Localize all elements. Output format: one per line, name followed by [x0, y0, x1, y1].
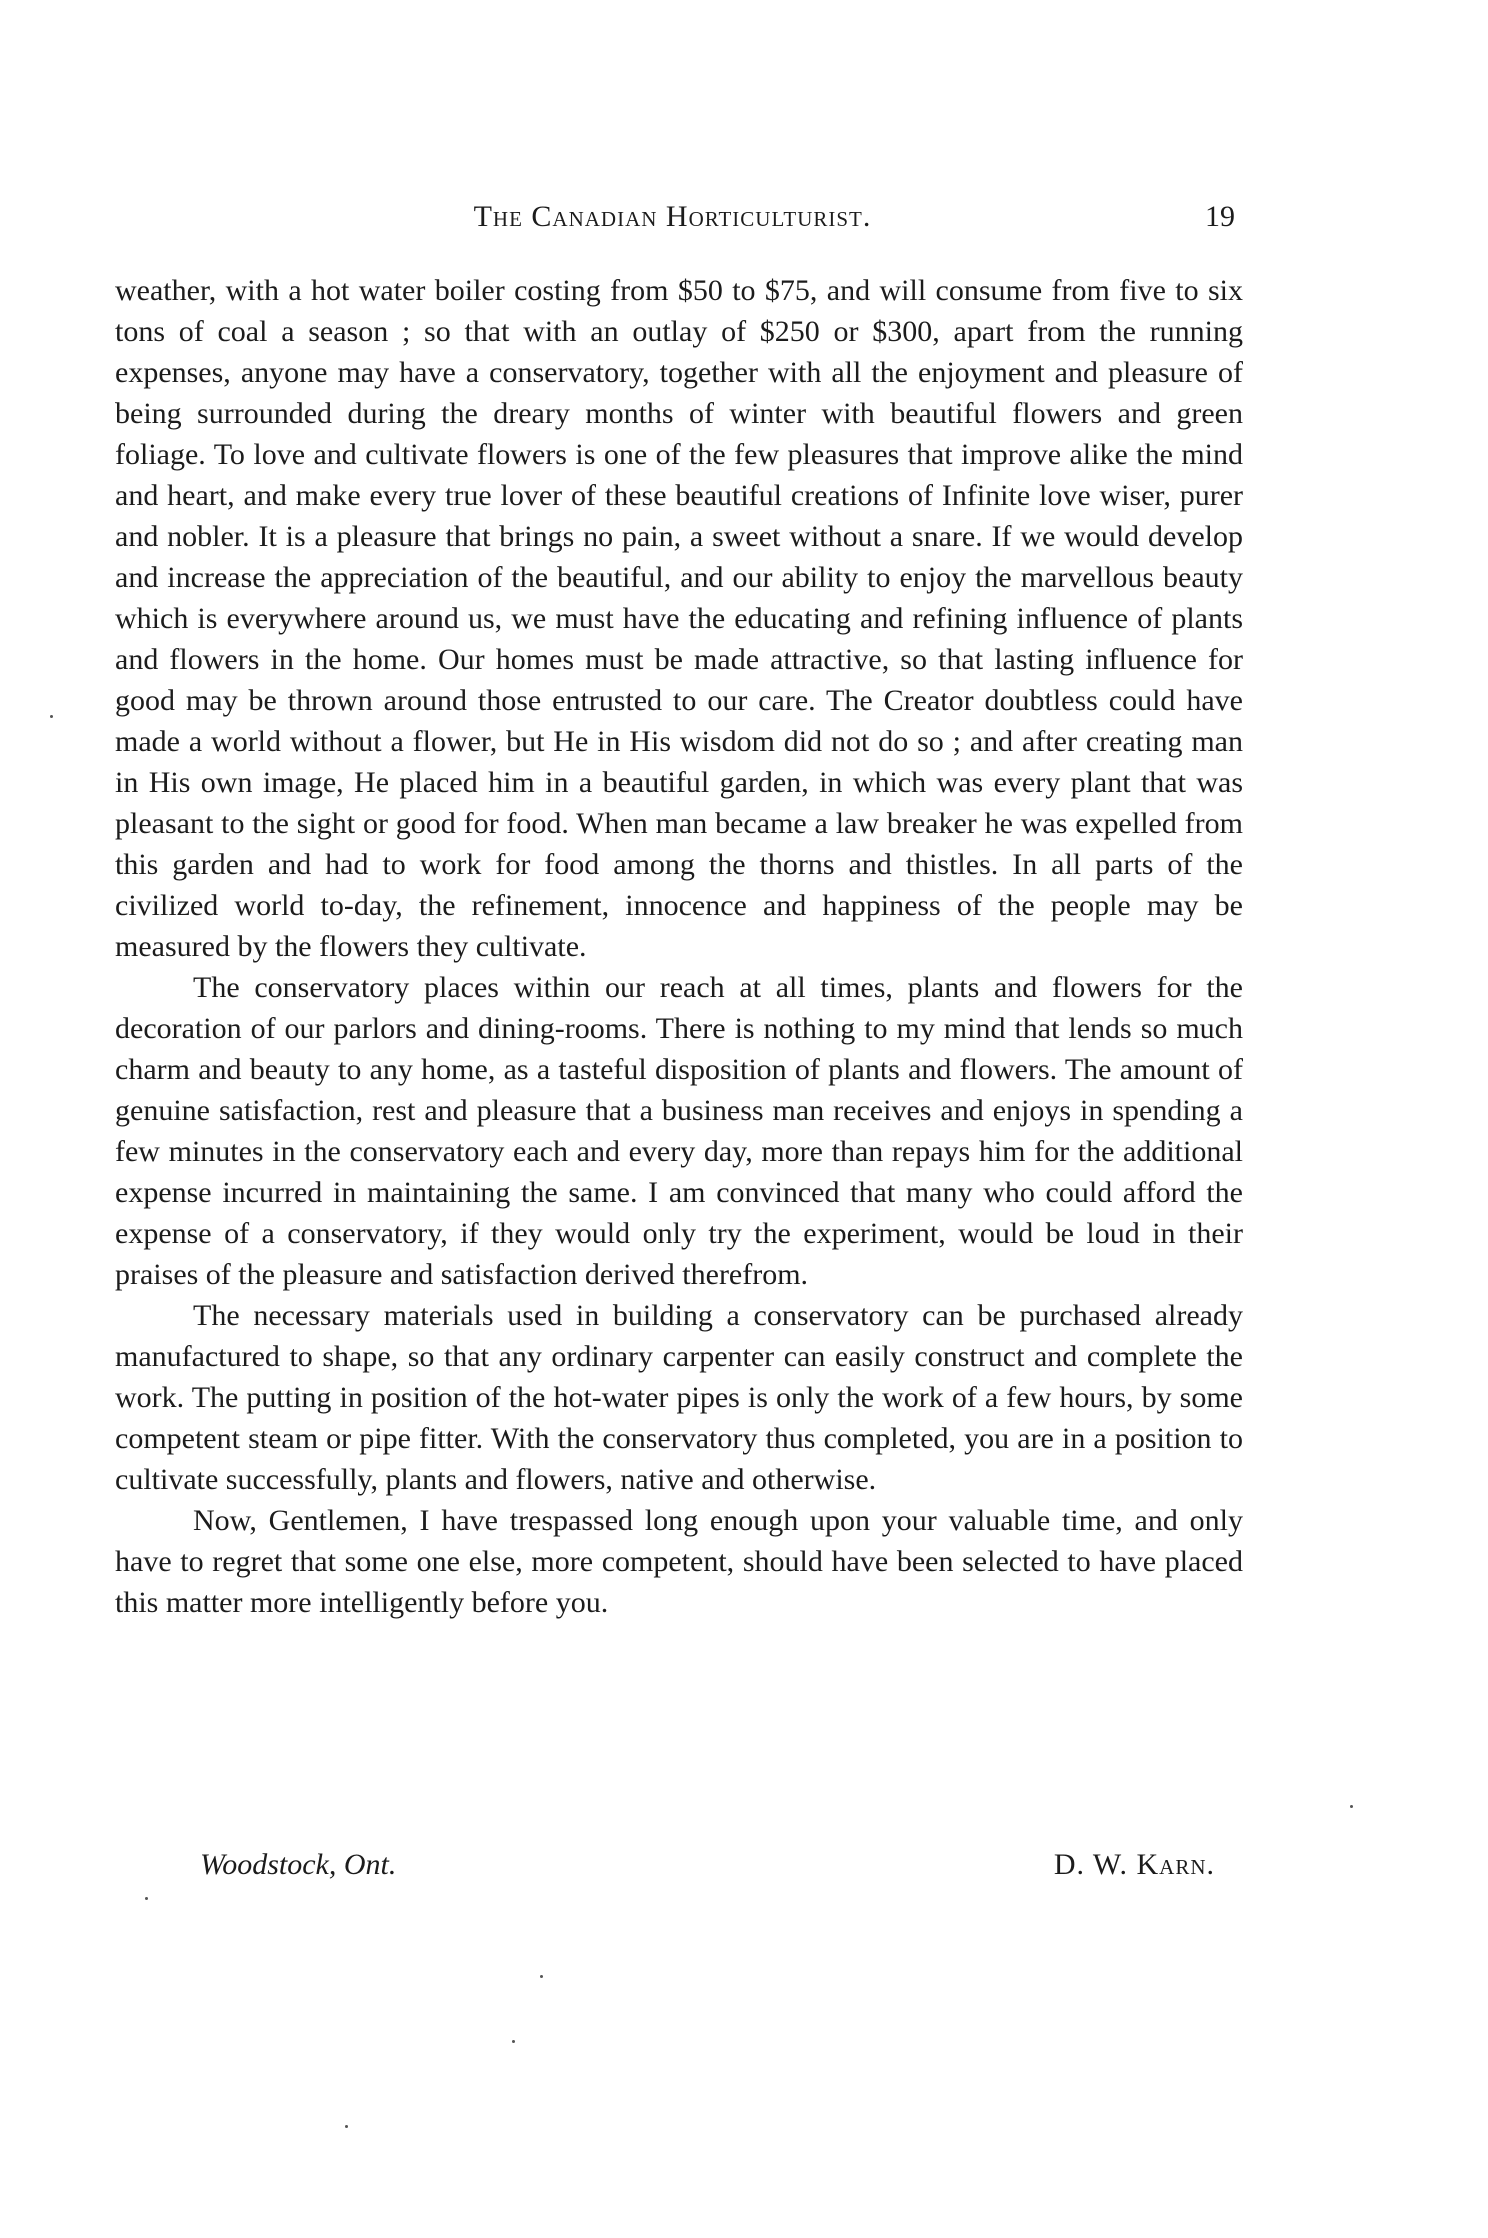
print-speck — [512, 2040, 515, 2043]
running-header — [110, 200, 1235, 240]
print-speck — [1350, 1805, 1353, 1808]
signature-line — [115, 1848, 1243, 1892]
print-speck — [540, 1975, 543, 1978]
article-body — [115, 270, 1243, 1623]
paragraph-1: weather, with a hot water boiler costing from $50 to $75, and will consume from five to six tons of coal a season ; so that with an outlay of $250 or $300, apart from the running expenses, anyone may have a conservatory, together with all the enjoyment and pleasure of being surrounded during the dreary months of winter with beautiful flowers and green foliage. To love and cultivate flowers is one of the few pleasures that improve alike the mind and heart, and make every true lover of these beautiful creations of Infinite love wiser, purer and nobler. It is a pleasure that brings no pain, a sweet without a snare. If we would develop and increase the appreciation of the beautiful, and our ability to enjoy the marvellous beauty which is everywhere around us, we must have the educating and refining influence of plants and flowers in the home. Our homes must be made attractive, so that lasting influence for good may be thrown around those entrusted to our care. The Creator doubtless could have made a world without a flower, but He in His wisdom did not do so ; and after creating man in His own image, He placed him in a beautiful garden, in which was every plant that was pleasant to the sight or good for food. When man became a law breaker he was expelled from this garden and had to work for food among the thorns and thistles. In all parts of the civilized world to-day, the refinement, innocence and happiness of the people may be measured by the flowers they cultivate. — [115, 274, 1243, 963]
paragraph-4: Now, Gentlemen, I have trespassed long enough upon your valuable time, and only have to regret that some one else, more competent, should have been selected to have placed this matter more intelligently before you. — [115, 1504, 1243, 1619]
print-speck — [50, 715, 53, 718]
signature-author: D. W. Karn. — [1053, 1848, 1215, 1881]
page-number: 19 — [1205, 200, 1235, 233]
running-title: The Canadian Horticulturist. — [473, 200, 872, 233]
print-speck — [345, 2125, 348, 2128]
print-speck — [145, 1897, 148, 1900]
signature-place: Woodstock, Ont. — [200, 1848, 397, 1881]
paragraph-3: The necessary materials used in building a conservatory can be purchased already manufactured to shape, so that any ordinary carpenter can easily construct and complete the work. The putting in position of the hot-water pipes is only the work of a few hours, by some competent steam or pipe fitter. With the conservatory thus completed, you are in a position to cultivate successfully, plants and flowers, native and otherwise. — [115, 1299, 1243, 1496]
paragraph-2: The conservatory places within our reach at all times, plants and flowers for the decoration of our parlors and dining-rooms. There is nothing to my mind that lends so much charm and beauty to any home, as a tasteful disposition of plants and flowers. The amount of genuine satisfaction, rest and pleasure that a business man receives and enjoys in spending a few minutes in the conservatory each and every day, more than repays him for the additional expense incurred in maintaining the same. I am convinced that many who could afford the expense of a conservatory, if they would only try the experiment, would be loud in their praises of the pleasure and satisfaction derived therefrom. — [115, 971, 1243, 1291]
